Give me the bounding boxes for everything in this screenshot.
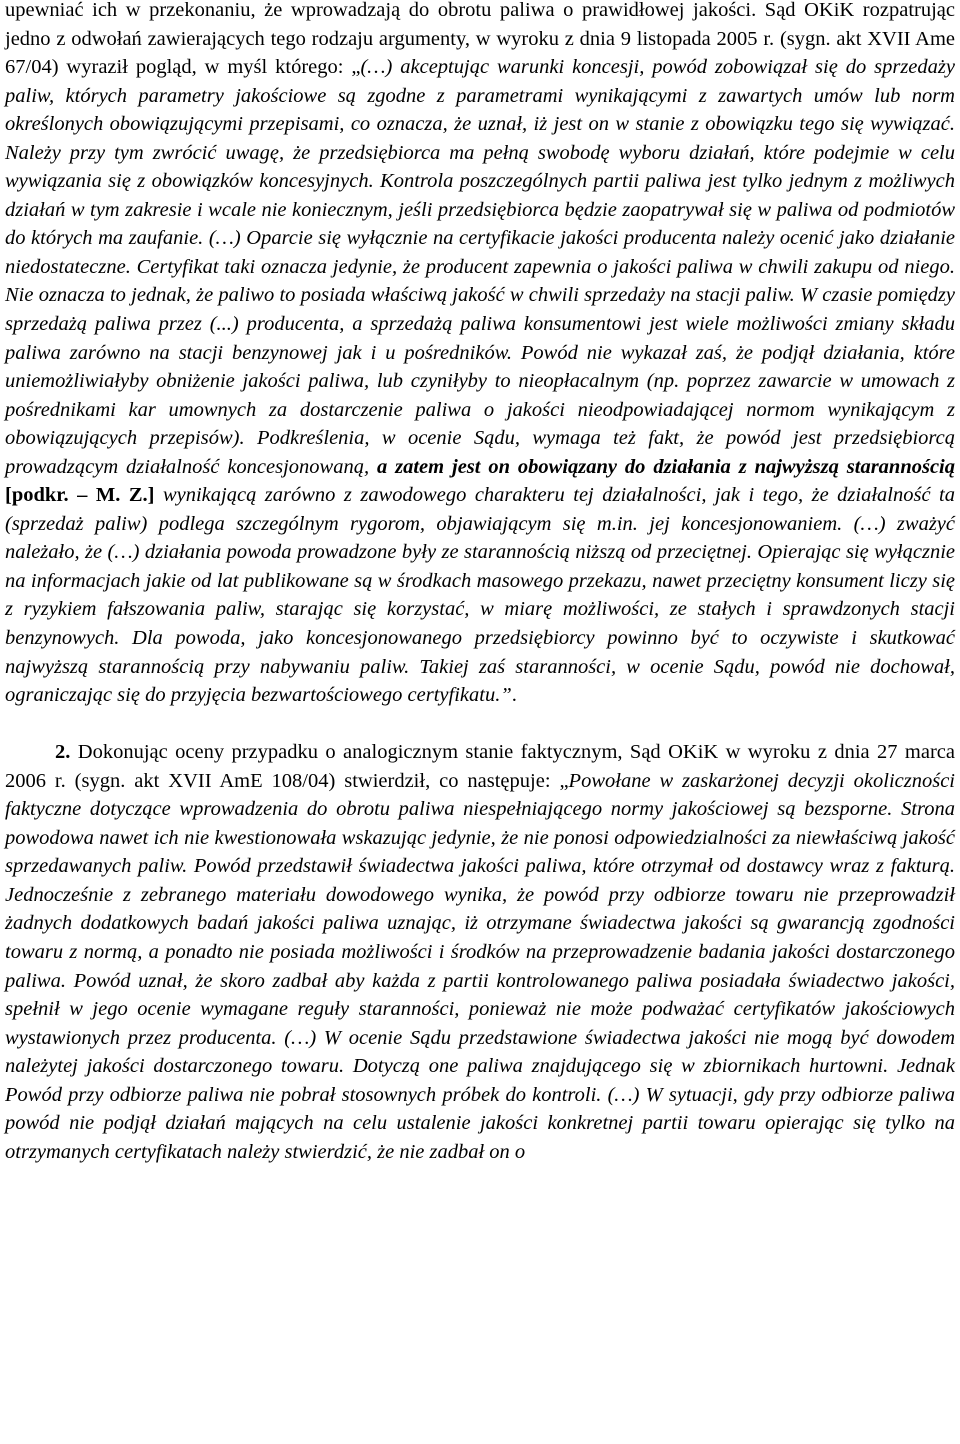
paragraph-1	[5, 0, 955, 710]
paragraph-1-end: .	[511, 684, 517, 707]
paragraph-1-quote-part-2: wynikającą zarówno z zawodowego charakteru tej działalności, jak i tego, że działalność ta (sprzedaż paliw) podlega szczególnym rygorom, objawiającym się m.in. jej koncesjonowaniem. (…) zważyć należało, że (…) działania powoda prowadzone były ze starannością niższą od przeciętnej. Opierając się wyłącznie na informacjach jakie od lat publikowane są w środkach masowego przekazu, nawet przeciętny konsument liczy się z ryzykiem fałszowania paliw, starając się korzystać, w miarę możliwości, ze stałych i sprawdzonych stacji benzynowych. Dla powoda, jako koncesjonowanego przedsiębiorcy powinno być to oczywiste i skutkować najwyższą starannością przy nabywaniu paliw. Takiej zaś staranności, w ocenie Sądu, powód nie dochował, ograniczając się do przyjęcia bezwartościowego certyfikatu.”	[5, 484, 955, 707]
paragraph-2	[5, 738, 955, 1166]
document-page	[5, 0, 955, 1166]
paragraph-1-lead-text: upewniać ich w przekonaniu, że wprowadzają do obrotu paliwa o prawidłowej jakości. Sąd OKiK rozpatrując jedno z odwołań zawierających tego rodzaju argumenty, w wyroku z dnia 9 listopada 2005 r. (sygn. akt XVII Ame 67/04) wyraził pogląd, w myśl którego: „	[5, 0, 955, 79]
paragraph-1-quote-part-1: (…) akceptując warunki koncesji, powód zobowiązał się do sprzedaży paliw, których parametry jakościowe są zgodne z parametrami wynikającymi z zawartych umów lub norm określonych obowiązującymi przepisami, co oznacza, że uznał, iż jest on w stanie z obowiązku tego się wywiązać. Należy przy tym zwrócić uwagę, że przedsiębiorca ma pełną swobodę wyboru działań, które podejmie w celu wywiązania się z obowiązków koncesyjnych. Kontrola poszczególnych partii paliwa jest tylko jednym z możliwych działań w tym zakresie i wcale nie koniecznym, jeśli przedsiębiorca będzie zaopatrywał się w paliwa od podmiotów do których ma zaufanie. (…) Oparcie się wyłącznie na certyfikacie jakości producenta należy ocenić jako działanie niedostateczne. Certyfikat taki oznacza jedynie, że producent zapewnia o jakości paliwa w chwili zakupu od niego. Nie oznacza to jednak, że paliwo to posiada właściwą jakość w chwili sprzedaży na stacji paliw. W czasie pomiędzy sprzedażą paliwa przez (...) producenta, a sprzedażą paliwa konsumentowi jest wiele możliwości zmiany składu paliwa zarówno na stacji benzynowej jak i u pośredników. Powód nie wykazał zaś, że podjął działania, które uniemożliwiałyby obniżenie jakości paliwa, lub czyniłyby to nieopłacalnym (np. poprzez zawarcie w umowach z pośrednikami kar umownych za dostarczenie paliwa o jakości nieodpowiadającej normom wynikającym z obowiązujących przepisów). Podkreślenia, w ocenie Sądu, wymaga też fakt, że powód jest przedsiębiorcą prowadzącym działalność koncesjonowaną,	[5, 56, 955, 478]
paragraph-2-quote: Powołane w zaskarżonej decyzji okoliczności faktyczne dotyczące wprowadzenia do obrotu paliwa niespełniającego normy jakościowej są bezsporne. Strona powodowa nawet ich nie kwestionowała wskazując jedynie, że nie ponosi odpowiedzialności za niewłaściwą jakość sprzedawanych paliw. Powód przedstawił świadectwa jakości paliwa, które otrzymał od dostawcy wraz z fakturą. Jednocześnie z zebranego materiału dowodowego wynika, że powód przy odbiorze towaru nie przeprowadził żadnych dodatkowych badań jakości paliwa uznając, iż otrzymane świadectwa jakości są gwarancją zgodności towaru z normą, a ponadto nie posiada możliwości i środków na przeprowadzenie badania jakości dostarczonego paliwa. Powód uznał, że skoro zadbał aby każda z partii kontrolowanego paliwa posiadała świadectwo jakości, spełnił w jego ocenie wymagane reguły staranności, ponieważ nie może podważać certyfikatów jakościowych wystawionych przez producenta. (…) W ocenie Sądu przedstawione świadectwa jakości nie mogą być dowodem należytej jakości dostarczonego towaru. Dotyczą one paliwa znajdującego się w zbiornikach hurtowni. Jednak Powód przy odbiorze paliwa nie pobrał stosownych próbek do kontroli. (…) W sytuacji, gdy przy odbiorze paliwa powód nie podjął działań mających na celu ustalenie jakości konkretnej partii towaru opierając się tylko na otrzymanych certyfikatach należy stwierdzić, że nie zadbał on o	[5, 769, 955, 1163]
paragraph-2-number: 2.	[55, 741, 71, 764]
paragraph-1-author-note: [podkr. – M. Z.]	[5, 484, 163, 507]
paragraph-2-lead-text: Dokonując oceny przypadku o analogicznym stanie faktycznym, Sąd OKiK w wyroku z dnia 27 marca 2006 r. (sygn. akt XVII AmE 108/04) stwierdził, co następuje: „	[5, 741, 955, 792]
paragraph-1-emphasis: a zatem jest on obowiązany do działania z najwyższą starannością	[376, 455, 955, 478]
